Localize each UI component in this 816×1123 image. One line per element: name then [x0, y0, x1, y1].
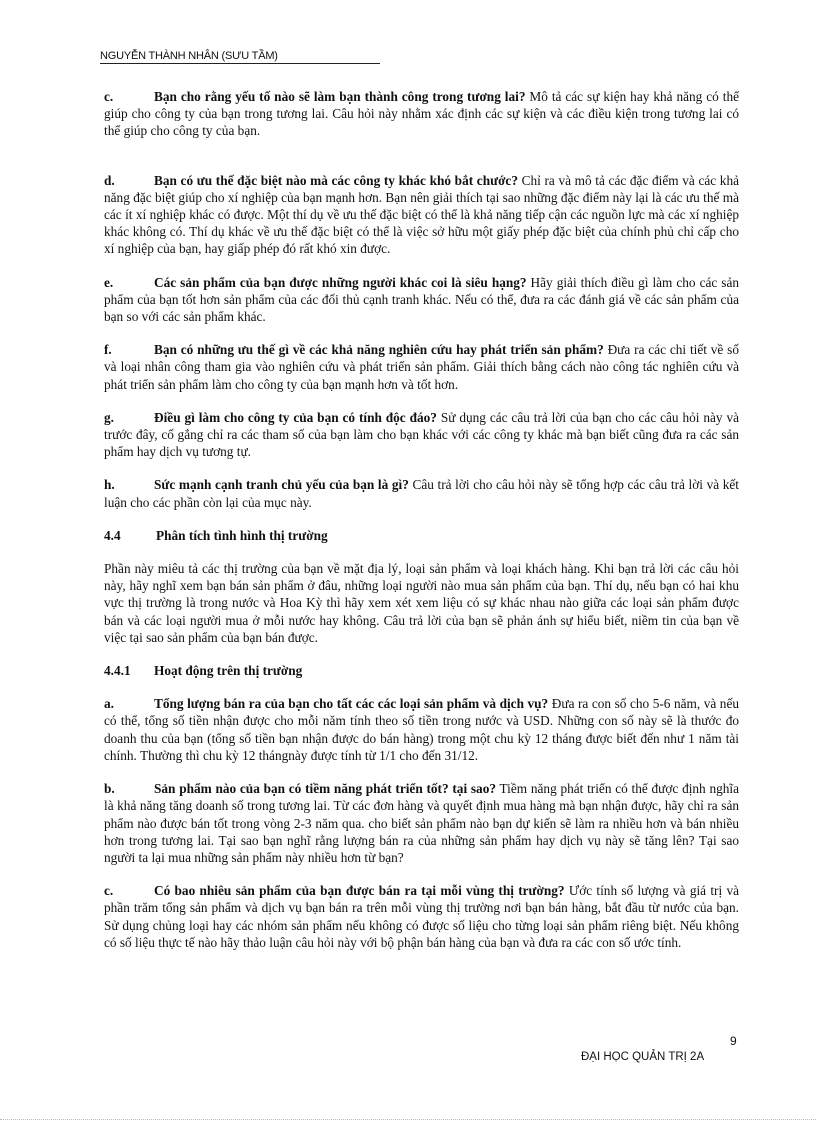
item-question: Bạn có những ưu thế gì về các khả năng nghiên cứu hay phát triển sản phẩm? — [154, 342, 604, 358]
item-letter: c. — [104, 883, 114, 899]
subsection-title: Hoạt động trên thị trường — [154, 663, 303, 679]
item-letter: c. — [104, 89, 114, 104]
paragraph-g — [104, 409, 739, 461]
item-question: Các sản phẩm của bạn được những người khác coi là siêu hạng? — [154, 274, 527, 290]
item-question: Điều gì làm cho công ty của bạn có tính độc đáo? — [154, 409, 437, 425]
item-letter: b. — [104, 781, 115, 797]
item-text: Tiềm năng phát triển có thể được định nghĩa là khả năng tăng doanh số trong tương lai. Từ các đơn hàng và quyết định mua hàng mà bạn nhận được, hãy chỉ ra sản phẩm nào được bán tốt trong vòng 2-3 năm qua. cho biết sản phẩm nào bạn dự kiến sẽ làm ra nhiều hơn và bán nhiều hơn trong tương lai. Tại sao bạn nghĩ rằng lượng bán ra của những sản phẩm hay dịch vụ này sẽ tăng lên? Tại sao người ta lại mua những sản phẩm này nhiều hơn từ bạn? — [104, 781, 739, 865]
paragraph-h — [104, 476, 739, 510]
item-letter: f. — [104, 342, 112, 358]
subsection-number: 4.4.1 — [104, 663, 131, 679]
item-letter: g. — [104, 409, 114, 425]
item-question: Bạn cho rằng yếu tố nào sẽ làm bạn thành công trong tương lai? — [154, 89, 526, 104]
item-letter: d. — [104, 172, 115, 188]
item-text: Hãy giải thích điều gì làm cho các sản phẩm của bạn tốt hơn sản phẩm của các đối thủ cạnh tranh khác. Nếu có thể, đưa ra các đánh giá về các sản phẩm của bạn so với các sản phẩm khác. — [104, 274, 739, 325]
paragraph-f — [104, 341, 739, 393]
paragraph-c-top — [104, 88, 739, 140]
item-question: Sức mạnh cạnh tranh chủ yếu của bạn là gì? — [154, 477, 409, 493]
page-number: 9 — [730, 1034, 737, 1048]
item-text: Chỉ ra và mô tả các đặc điểm và các khả năng đặc biệt giúp cho xí nghiệp của bạn mạnh hơn. Bạn nên giải thích tại sao những đặc điểm này lại là các ưu thế mà các ít xí nghiệp khác có được. Một thí dụ về ưu thế đặc biệt có thể là khả năng tiếp cận các nguồn lực mà các xí nghiệp khác không có. Thí dụ khác về ưu thế đặc biệt có thể là việc sở hữu một giấy phép đặc biệt của chính phủ chỉ cấp cho xí nghiệp của bạn, hay giấp phép đó rất khó xin được. — [104, 172, 739, 257]
item-question: Tổng lượng bán ra của bạn cho tất các các loại sản phẩm và dịch vụ? — [154, 696, 549, 712]
item-text: Câu trả lời cho câu hỏi này sẽ tổng hợp các câu trả lời và kết luận cho các phần còn lại của mục này. — [104, 477, 739, 510]
item-text: Mô tả các sự kiện hay khả năng có thể giúp cho công ty của bạn trong tương lai. Câu hỏi này nhằm xác định các sự kiện và các điều kiện trong tương lai có thể giúp cho công ty của bạn. — [104, 89, 739, 139]
footer-school: ĐẠI HỌC QUẢN TRỊ 2A — [581, 1051, 705, 1063]
section-number: 4.4 — [104, 527, 121, 543]
subsection-heading — [104, 662, 739, 679]
item-text: Ước tính số lượng và giá trị và phần trăm tổng sản phẩm và dịch vụ bạn bán ra trên mỗi vùng thị trường nơi bạn bán hàng, bắt đầu từ nước của bạn. Sử dụng chủng loại hay các nhóm sản phẩm nếu không có được số liệu cho từng loại sản phẩm riêng biệt. Nếu không có số liệu thực tế nào hãy thảo luận câu hỏi này với bộ phận bán hàng của bạn và đưa ra các con số ước tính. — [104, 883, 740, 950]
item-letter: h. — [104, 477, 115, 493]
document-body — [104, 88, 739, 967]
paragraph-e — [104, 274, 739, 326]
item-question: Bạn có ưu thế đặc biệt nào mà các công ty khác khó bắt chước? — [154, 172, 518, 188]
section-body: Phần này miêu tả các thị trường của bạn về mặt địa lý, loại sản phẩm và loại khách hàng. Khi bạn trả lời các câu hỏi này, hãy nghĩ xem bạn bán sản phẩm ở đâu, những loại người nào mua sản phẩm của bạn. Thí dụ, nếu bạn có hai khu vực thị trường là trong nước và Hoa Kỳ thì hãy xem xét xem liệu có sự khác nhau nào giữa các loại sản phẩm được bán và các loại người mua ở mỗi nước hay không. Câu trả lời của bạn sẽ phản ánh sự hiểu biết, niềm tin của bạn về việc tại sao sản phẩm của bạn bán được. — [104, 561, 739, 645]
paragraph-a — [104, 695, 739, 764]
section-title: Phân tích tình hình thị trường — [156, 527, 328, 543]
paragraph-b — [104, 780, 739, 866]
item-question: Có bao nhiêu sản phẩm của bạn được bán ra tại mỗi vùng thị trường? — [154, 883, 565, 899]
paragraph-c-bottom — [104, 882, 739, 951]
item-text: Đưa ra con số cho 5-6 năm, và nếu có thể, tổng số tiền nhận được cho mỗi năm tính theo số tiền trong nước và USD. Những con số này sẽ là thước đo doanh thu của bạn (tổng số tiền bạn nhận được do bán hàng) trong một chu kỳ 12 tháng được biết đến như 1 năm tài chính. Thường thì chu kỳ 12 thángnày được tính từ 1/1 cho đến 31/12. — [104, 696, 739, 763]
page-edge-divider — [0, 1119, 816, 1120]
item-letter: a. — [104, 696, 114, 712]
header-author: NGUYỄN THÀNH NHÂN (SƯU TẦM) — [100, 50, 380, 64]
item-question: Sản phẩm nào của bạn có tiềm năng phát triển tốt? tại sao? — [154, 781, 497, 797]
paragraph-d — [104, 172, 739, 258]
section-heading — [104, 527, 739, 544]
item-text: Đưa ra các chi tiết về số và loại nhân công tham gia vào nghiên cứu và phát triển sản phẩm. Giải thích bằng cách nào công tác nghiên cứu và phát triển sản phẩm làm cho công ty của bạn mạnh hơn và tốt hơn. — [104, 342, 739, 392]
item-letter: e. — [104, 274, 114, 290]
item-text: Sử dụng các câu trả lời của bạn cho các câu hỏi này và trước đây, cố gắng chỉ ra các tham số của bạn làm cho bạn khác với các công ty khác mà bạn biết cũng đưa ra các sản phẩm hay dịch vụ tương tự. — [104, 409, 739, 460]
